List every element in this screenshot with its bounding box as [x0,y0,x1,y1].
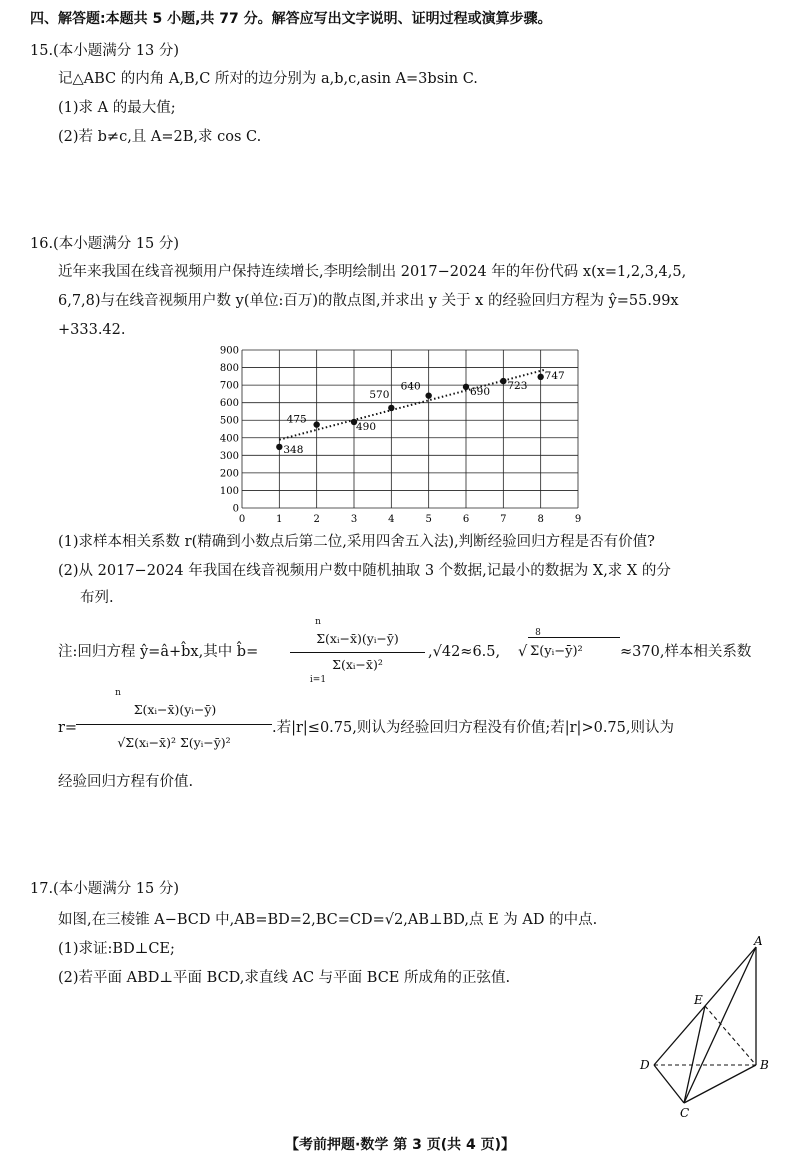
data-point-label: 690 [470,385,491,398]
b-sum-top-num: n [315,617,321,627]
y-tick-label: 200 [219,468,239,480]
q17-part2: (2)若平面 ABD⊥平面 BCD,求直线 AC 与平面 BCE 所成角的正弦值. [58,970,511,986]
sqrt-sum-top: 8 [535,628,541,638]
segment-EB-hidden [705,1006,756,1065]
x-tick-label: 3 [350,514,358,525]
r-numerator: Σ(xᵢ−x̄)(yᵢ−ȳ) [133,702,217,717]
data-point-label: 490 [356,420,377,433]
label-D: D [640,1058,650,1072]
q16-stem-line1: 近年来我国在线音视频用户保持连续增长,李明绘制出 2017−2024 年的年份代码 x(x=1,2,3,4,5, [58,264,687,280]
b-numerator: Σ(xᵢ−x̄)(yᵢ−ȳ) [316,631,399,646]
edge-CB [684,1065,756,1103]
q17-stem: 如图,在三棱锥 A−BCD 中,AB=BD=2,BC=CD=√2,AB⊥BD,点 E 为 AD 的中点. [58,912,598,928]
data-point-label: 475 [286,413,307,426]
q15-part2: (2)若 b≠c,且 A=2B,求 cos C. [58,129,262,145]
edge-AC [684,947,756,1103]
sqrt-radical-sign: √ [518,644,528,660]
x-tick-label: 2 [313,514,320,525]
segment-EC [684,1006,705,1103]
x-tick-label: 8 [537,514,544,525]
label-E: E [694,993,703,1007]
note-last-line: 经验回归方程有价值. [58,774,194,790]
q17-part1: (1)求证:BD⊥CE; [58,941,175,957]
data-point [537,374,543,380]
y-tick-label: 600 [219,398,239,410]
q15-part1: (1)求 A 的最大值; [58,100,176,116]
r-prefix: r= [58,720,78,736]
data-point [388,405,394,411]
r-fraction-bar [76,724,272,725]
y-tick-label: 100 [219,485,239,497]
edge-DC [654,1065,684,1103]
x-tick-label: 5 [425,514,432,525]
q16-part2-line2: 布列. [80,590,114,606]
sqrt-vinculum [528,637,620,638]
y-tick-label: 500 [219,415,239,427]
b-sum-bottom: i=1 [309,675,327,685]
q16-stem-line3: +333.42. [58,322,126,338]
x-tick-label: 9 [574,514,582,525]
data-point-label: 348 [283,443,304,456]
sqrt-body: Σ(yᵢ−ȳ)² [530,644,583,659]
q16-header: 16.(本小题满分 15 分) [30,236,180,252]
y-tick-label: 700 [219,380,239,392]
data-point-label: 640 [400,380,421,393]
x-tick-label: 0 [238,514,246,525]
data-point-label: 570 [369,388,390,401]
q15-header: 15.(本小题满分 13 分) [30,43,180,59]
b-fraction-bar [290,652,425,653]
note-prefix: 注:回归方程 ŷ=â+b̂x,其中 b̂= [58,644,259,660]
label-C: C [680,1106,690,1120]
x-tick-label: 7 [500,514,507,525]
note-approx1: ,√42≈6.5, [428,644,501,660]
data-point-label: 747 [544,369,565,382]
q16-part2-line1: (2)从 2017−2024 年我国在线音视频用户数中随机抽取 3 个数据,记最小的数据为 X,求 X 的分 [58,563,671,579]
label-A: A [754,935,763,948]
data-point [313,421,319,427]
y-tick-label: 400 [219,433,239,445]
page-footer: 【考前押题·数学 第 3 页(共 4 页)】 [285,1137,515,1153]
data-point-label: 723 [507,380,528,393]
q15-stem: 记△ABC 的内角 A,B,C 所对的边分别为 a,b,c,asin A=3bsin C. [58,71,478,87]
label-B: B [760,1058,769,1072]
r-suffix: .若|r|≤0.75,则认为经验回归方程没有价值;若|r|>0.75,则认为 [272,720,674,736]
y-tick-label: 900 [219,345,239,357]
q16-part1: (1)求样本相关系数 r(精确到小数点后第二位,采用四舍五入法),判断经验回归方程是否有价值? [58,534,655,550]
r-sum-top: n [115,688,121,698]
data-point [463,384,469,390]
y-tick-label: 0 [232,503,239,515]
y-tick-label: 800 [219,363,239,375]
b-denominator: Σ(xᵢ−x̄)² [332,657,383,672]
r-denominator: √Σ(xᵢ−x̄)² Σ(yᵢ−ȳ)² [117,735,231,750]
y-tick-label: 300 [219,450,239,462]
data-point [276,444,282,450]
note-approx2: ≈370,样本相关系数 [620,644,752,660]
scatter-chart [200,340,600,530]
x-tick-label: 6 [462,514,470,525]
data-point [425,392,431,398]
tetrahedron-figure [632,935,782,1120]
q16-stem-line2: 6,7,8)与在线音视频用户数 y(单位:百万)的散点图,并求出 y 关于 x 的经验回归方程为 ŷ=55.99x [58,293,679,309]
data-point [500,378,506,384]
x-tick-label: 1 [276,514,283,525]
section-title: 四、解答题:本题共 5 小题,共 77 分。解答应写出文字说明、证明过程或演算步骤。 [30,11,552,27]
q17-header: 17.(本小题满分 15 分) [30,881,180,897]
x-tick-label: 4 [388,514,395,525]
